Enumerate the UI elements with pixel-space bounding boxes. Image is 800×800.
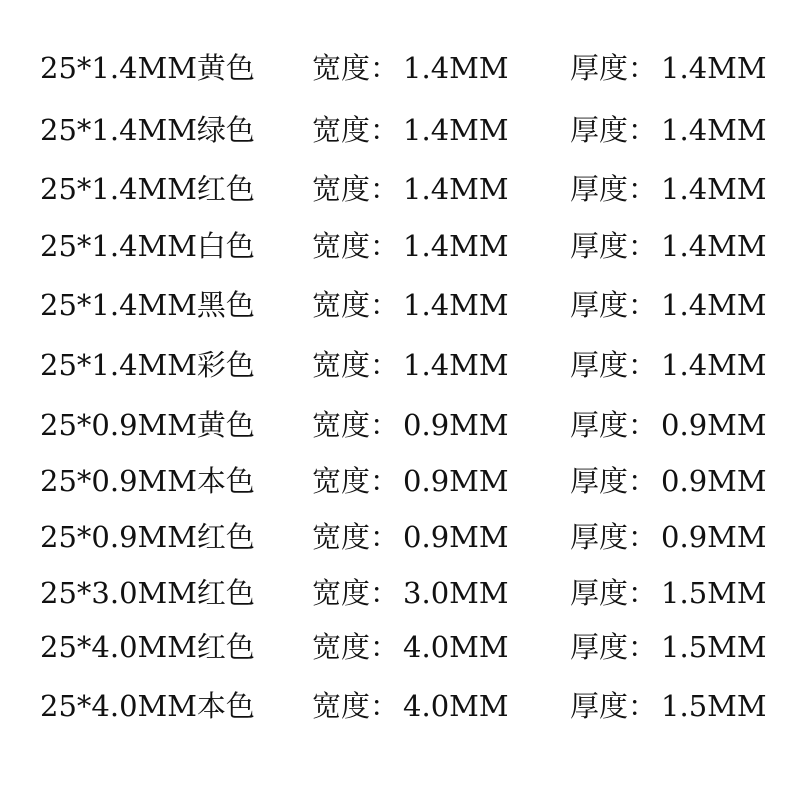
thickness-cell xyxy=(570,568,767,618)
thickness-value: 1.5MM xyxy=(661,630,767,664)
separator: ： xyxy=(370,172,400,206)
separator: ： xyxy=(370,630,400,664)
thickness-label: 厚度 xyxy=(570,630,629,664)
width-value: 1.4MM xyxy=(403,348,509,382)
width-cell xyxy=(312,43,509,93)
width-label: 宽度 xyxy=(312,689,371,723)
separator: ： xyxy=(370,520,400,554)
width-cell xyxy=(312,456,509,506)
thickness-value: 1.4MM xyxy=(661,113,767,147)
width-value: 0.9MM xyxy=(403,464,509,498)
separator: ： xyxy=(628,464,658,498)
width-value: 0.9MM xyxy=(403,520,509,554)
thickness-value: 0.9MM xyxy=(661,408,767,442)
thickness-cell xyxy=(570,340,767,390)
width-value: 1.4MM xyxy=(403,288,509,322)
spec-row xyxy=(0,280,800,330)
thickness-value: 1.5MM xyxy=(661,576,767,610)
width-value: 4.0MM xyxy=(403,689,509,723)
thickness-cell xyxy=(570,681,767,731)
width-label: 宽度 xyxy=(312,288,371,322)
width-label: 宽度 xyxy=(312,348,371,382)
spec-row xyxy=(0,568,800,618)
width-label: 宽度 xyxy=(312,464,371,498)
spec-name: 25*1.4MM黄色 xyxy=(40,51,255,85)
width-value: 1.4MM xyxy=(403,172,509,206)
spec-row xyxy=(0,681,800,731)
width-value: 1.4MM xyxy=(403,51,509,85)
width-cell xyxy=(312,340,509,390)
width-label: 宽度 xyxy=(312,113,371,147)
separator: ： xyxy=(370,348,400,382)
thickness-label: 厚度 xyxy=(570,229,629,263)
spec-name: 25*1.4MM黑色 xyxy=(40,288,255,322)
width-cell xyxy=(312,400,509,450)
thickness-label: 厚度 xyxy=(570,348,629,382)
width-cell xyxy=(312,622,509,672)
separator: ： xyxy=(628,172,658,206)
width-cell xyxy=(312,164,509,214)
width-cell xyxy=(312,221,509,271)
width-label: 宽度 xyxy=(312,408,371,442)
thickness-cell xyxy=(570,105,767,155)
thickness-cell xyxy=(570,280,767,330)
thickness-value: 1.4MM xyxy=(661,51,767,85)
spec-name: 25*0.9MM黄色 xyxy=(40,408,255,442)
width-cell xyxy=(312,280,509,330)
width-value: 3.0MM xyxy=(403,576,509,610)
thickness-label: 厚度 xyxy=(570,576,629,610)
width-cell xyxy=(312,681,509,731)
thickness-value: 1.4MM xyxy=(661,229,767,263)
thickness-label: 厚度 xyxy=(570,51,629,85)
spec-name: 25*1.4MM彩色 xyxy=(40,348,255,382)
spec-row xyxy=(0,622,800,672)
spec-name: 25*0.9MM本色 xyxy=(40,464,255,498)
separator: ： xyxy=(370,229,400,263)
thickness-value: 0.9MM xyxy=(661,520,767,554)
thickness-cell xyxy=(570,400,767,450)
thickness-value: 1.4MM xyxy=(661,348,767,382)
spec-name: 25*3.0MM红色 xyxy=(40,576,255,610)
separator: ： xyxy=(370,576,400,610)
separator: ： xyxy=(628,520,658,554)
width-label: 宽度 xyxy=(312,51,371,85)
spec-row xyxy=(0,456,800,506)
separator: ： xyxy=(370,464,400,498)
separator: ： xyxy=(628,408,658,442)
separator: ： xyxy=(370,51,400,85)
spec-name: 25*0.9MM红色 xyxy=(40,520,255,554)
separator: ： xyxy=(370,689,400,723)
spec-row xyxy=(0,400,800,450)
width-label: 宽度 xyxy=(312,630,371,664)
thickness-value: 0.9MM xyxy=(661,464,767,498)
separator: ： xyxy=(628,630,658,664)
thickness-value: 1.5MM xyxy=(661,689,767,723)
width-value: 4.0MM xyxy=(403,630,509,664)
thickness-value: 1.4MM xyxy=(661,288,767,322)
width-value: 0.9MM xyxy=(403,408,509,442)
width-cell xyxy=(312,512,509,562)
spec-row xyxy=(0,340,800,390)
width-label: 宽度 xyxy=(312,576,371,610)
spec-row xyxy=(0,512,800,562)
width-value: 1.4MM xyxy=(403,229,509,263)
spec-row xyxy=(0,43,800,93)
thickness-label: 厚度 xyxy=(570,464,629,498)
width-label: 宽度 xyxy=(312,229,371,263)
thickness-label: 厚度 xyxy=(570,113,629,147)
spec-name: 25*4.0MM红色 xyxy=(40,630,255,664)
width-label: 宽度 xyxy=(312,172,371,206)
thickness-value: 1.4MM xyxy=(661,172,767,206)
thickness-cell xyxy=(570,512,767,562)
thickness-label: 厚度 xyxy=(570,172,629,206)
width-value: 1.4MM xyxy=(403,113,509,147)
separator: ： xyxy=(370,113,400,147)
spec-name: 25*1.4MM红色 xyxy=(40,172,255,206)
separator: ： xyxy=(628,113,658,147)
separator: ： xyxy=(628,576,658,610)
separator: ： xyxy=(370,288,400,322)
width-cell xyxy=(312,568,509,618)
thickness-cell xyxy=(570,221,767,271)
width-label: 宽度 xyxy=(312,520,371,554)
width-cell xyxy=(312,105,509,155)
thickness-label: 厚度 xyxy=(570,408,629,442)
spec-name: 25*1.4MM绿色 xyxy=(40,113,255,147)
spec-row xyxy=(0,221,800,271)
thickness-label: 厚度 xyxy=(570,520,629,554)
separator: ： xyxy=(628,348,658,382)
spec-row xyxy=(0,164,800,214)
thickness-label: 厚度 xyxy=(570,288,629,322)
separator: ： xyxy=(628,689,658,723)
separator: ： xyxy=(370,408,400,442)
spec-name: 25*1.4MM白色 xyxy=(40,229,255,263)
separator: ： xyxy=(628,51,658,85)
separator: ： xyxy=(628,229,658,263)
thickness-cell xyxy=(570,43,767,93)
thickness-label: 厚度 xyxy=(570,689,629,723)
spec-name: 25*4.0MM本色 xyxy=(40,689,255,723)
thickness-cell xyxy=(570,164,767,214)
thickness-cell xyxy=(570,622,767,672)
spec-row xyxy=(0,105,800,155)
separator: ： xyxy=(628,288,658,322)
thickness-cell xyxy=(570,456,767,506)
